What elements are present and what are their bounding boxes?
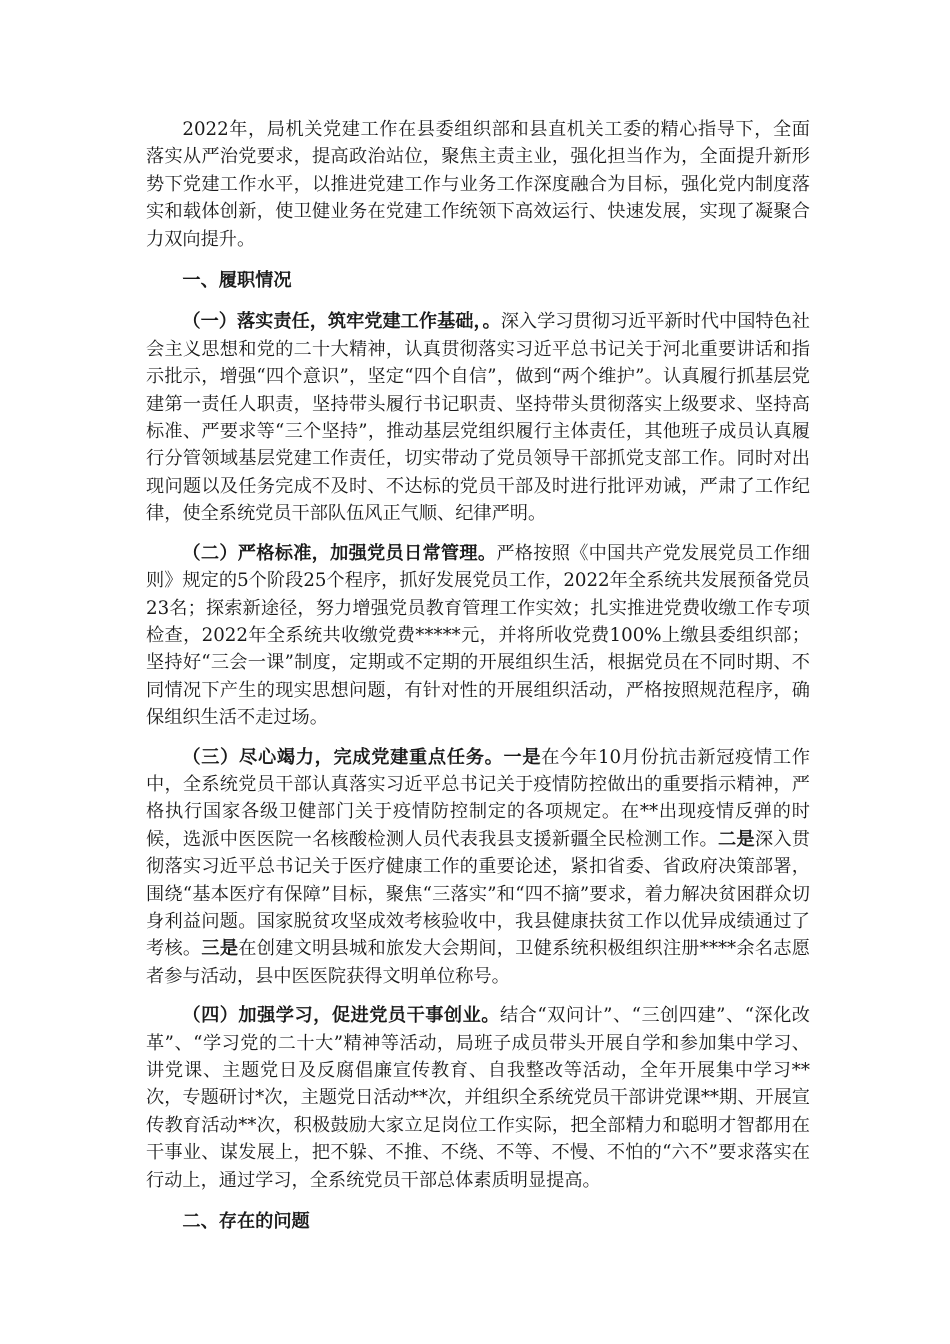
section-heading-2: 二、存在的问题 (182, 1211, 310, 1233)
paragraph-body: 在创建文明县城和旅发大会期间，卫健系统积极组织注册****余名志愿者参与活动，县中医医院获得文明单位称号。 (146, 938, 810, 987)
intro-paragraph: 2022年，局机关党建工作在县委组织部和县直机关工委的精心指导下，全面落实从严治党要求，提高政治站位，聚焦主责主业，强化担当作为，全面提升新形势下党建工作水平，以推进党建工作与业务工作深度融合为目标，强化党内制度落实和载体创新，使卫健业务在党建工作统领下高效运行、快速发展，实现了凝聚合力双向提升。 (146, 119, 810, 250)
paragraph-lead: （二）严格标准，加强党员日常管理。 (182, 542, 497, 564)
paragraph-body: 严格按照《中国共产党发展党员工作细则》规定的5个阶段25个程序，抓好发展党员工作，2022年全系统共发展预备党员23名；探索新途径，努力增强党员教育管理工作实效；扎实推进党费收缴工作专项检查，2022年全系统共收缴党费*****元，并将所收党费100%上缴县委组织部；坚持好“三会一课”制度，定期或不定期的开展组织生活，根据党员在不同时期、不同情况下产生的现实思想问题，有针对性的开展组织活动，严格按照规范程序，确保组织生活不走过场。 (146, 542, 810, 729)
paragraph-lead: （四）加强学习，促进党员干事创业。 (182, 1005, 500, 1027)
paragraph-lead: （三）尽心竭力，完成党建重点任务。 (182, 746, 504, 768)
point-marker: 一是 (503, 746, 542, 768)
paragraph-body: 深入贯彻落实习近平总书记关于医疗健康工作的重要论述，紧扣省委、省政府决策部署，围绕“基本医疗有保障”目标，聚焦“三落实”和“四不摘”要求，着力解决贫困群众切身利益问题。国家脱贫攻坚成效考核验收中，我县健康扶贫工作以优异成绩通过了考核。 (146, 828, 810, 960)
point-marker: 二是 (717, 828, 755, 850)
paragraph-standards (146, 540, 810, 732)
paragraph-lead: （一）落实责任，筑牢党建工作基础，。 (182, 311, 501, 333)
point-marker: 三是 (201, 938, 239, 960)
paragraph-key-tasks (146, 744, 810, 991)
paragraph-body: 深入学习贯彻习近平新时代中国特色社会主义思想和党的二十大精神，认真贯彻落实习近平总书记关于河北重要讲话和指示批示，增强“四个意识”，坚定“四个自信”，做到“两个维护”。认真履行抓基层党建第一责任人职责，坚持带头履行书记职责、坚持带头贯彻落实上级要求、坚持高标准、严要求等“三个坚持”，推动基层党组织履行主体责任，其他班子成员认真履行分管领域基层党建工作责任，切实带动了党员领导干部抓党支部工作。同时对出现问题以及任务完成不及时、不达标的党员干部及时进行批评劝诫，严肃了工作纪律，使全系统党员干部队伍风正气顺、纪律严明。 (146, 311, 810, 525)
paragraph-responsibility (146, 308, 810, 527)
paragraph-body: 结合“双问计”、“三创四建”、“深化改革”、“学习党的二十大”精神等活动，局班子成员带头开展自学和参加集中学习、讲党课、主题党日及反腐倡廉宣传教育、自我整改等活动，全年开展集中学习**次，专题研讨*次，主题党日活动**次，并组织全系统党员干部讲党课**期、开展宣传教育活动**次，积极鼓励大家立足岗位工作实际，把全部精力和聪明才智都用在干事业、谋发展上，把不躲、不推、不绕、不等、不慢、不怕的“六不”要求落实在行动上，通过学习，全系统党员干部总体素质明显提高。 (146, 1005, 810, 1191)
paragraph-learning (146, 1002, 810, 1194)
paragraph-body: 在今年10月份抗击新冠疫情工作中，全系统党员干部认真落实习近平总书记关于疫情防控做出的重要指示精神，严格执行国家各级卫健部门关于疫情防控制定的各项规定。在**出现疫情反弹的时候，选派中医医院一名核酸检测人员代表我县支援新疆全民检测工作。 (146, 746, 810, 850)
section-heading-1: 一、履职情况 (182, 270, 292, 292)
